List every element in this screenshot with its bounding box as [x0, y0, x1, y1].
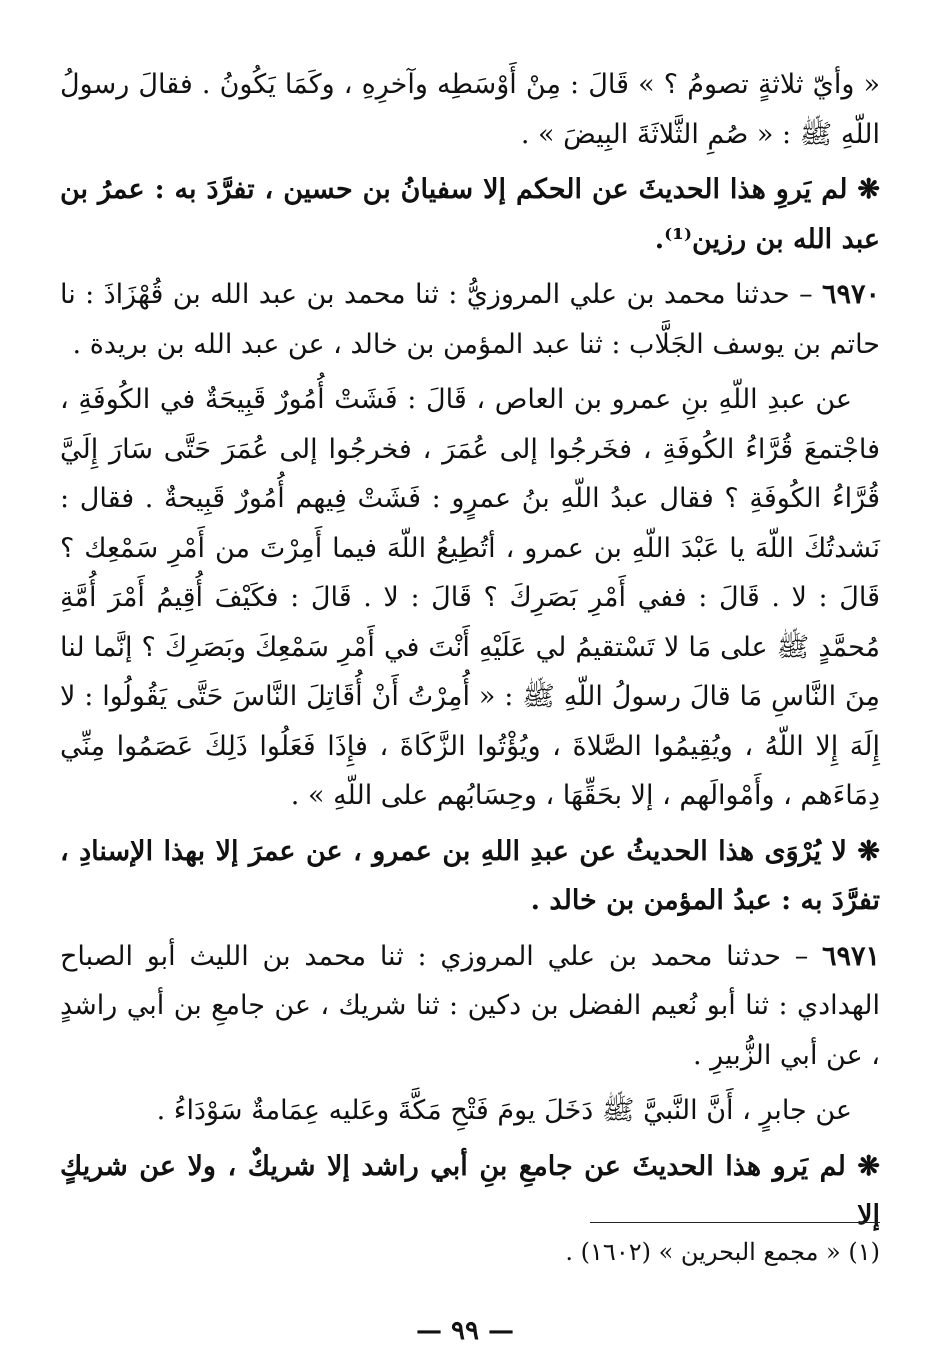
hadith-number-6970: ٦٩٧٠ — [821, 279, 880, 310]
page-number: — ٩٩ — — [415, 1316, 515, 1346]
paragraph-hadith-6970-matn: عن عبدِ اللّهِ بنِ عمرو بن العاص ، قَالَ : فَشَتْ أُمُورٌ قَبِيحَةٌ في الكُوفَةِ ، فاجْتمعَ قُرَّاءُ الكُوفَةِ ، فخَرجُوا إلى عُمَرَ ، فخرجُوا إلى عُمَرَ حَتَّى سَارَ إِلَيَّ قُرَّاءُ الكُوفَةِ ؟ فقال عبدُ اللّهِ بنُ عمرٍو : فَشَتْ فِيهم أُمُورٌ قَبِيحةٌ . فقال : نَشدتُكَ اللّهَ يا عَبْدَ اللّهِ بن عمرو ، أتُطِيعُ اللّهَ فيما أَمِرْتَ من أَمْرِ سَمْعِك ؟ قَالَ : لا . قَالَ : ففي أَمْرِ بَصَرِكَ ؟ قَالَ : لا . قَالَ : فكَيْفَ أُقِيمُ أَمْرَ أُمَّةِ مُحمَّدٍ ﷺ على مَا لا تَسْتقيمُ لي عَلَيْهِ أَنْتَ في أَمْرِ سَمْعِكَ وبَصَرِكَ ؟ إنَّما لنا مِنَ النَّاسِ مَا قالَ رسولُ اللّهِ ﷺ : « أُمِرْتُ أَنْ أُقَاتِلَ النَّاسَ حَتَّى يَقُولُوا : لا إِلَهَ إِلا اللّهُ ، ويُقِيمُوا الصَّلاةَ ، ويُؤْتُوا الزَّكَاةَ ، فإِذَا فَعَلُوا ذَلِكَ عَصَمُوا مِنِّي دِمَاءَهم ، وأَمْوالَهم ، إلا بحَقِّهَا ، وحِسَابُهم على اللّهِ » . — [60, 384, 880, 811]
page-body — [60, 60, 880, 1241]
footnote-divider — [590, 1222, 880, 1223]
paragraph-hadith-6971-chain — [60, 932, 880, 1081]
hadith-6970-isnad: – حدثنا محمد بن علي المروزيُّ : ثنا محمد بن عبد الله بن قُهْزَاذَ : نا حاتم بن يوسف الجَلَّاب : ثنا عبد المؤمن بن خالد ، عن عبد الله بن بريدة . — [60, 279, 880, 360]
paragraph-narration-note-2: ❋ لا يُرْوَى هذا الحديثُ عن عبدِ اللهِ بن عمرو ، عن عمرَ إلا بهذا الإسنادِ ، تفرَّدَ به : عبدُ المؤمن بن خالد . — [60, 835, 880, 916]
paragraph-hadith-6971-matn: عن جابرٍ ، أَنَّ النَّبيَّ ﷺ دَخَلَ يومَ فَتْحِ مَكَّةَ وعَليه عِمَامةٌ سَوْدَاءُ . — [156, 1095, 852, 1126]
paragraph-hadith-end: « وأيّ ثلاثةٍ تصومُ ؟ » قَالَ : مِنْ أَوْسَطِه وآخرِهِ ، وكَمَا يَكُونُ . فقالَ رسولُ اللّهِ ﷺ : « صُمِ الثَّلاثَةَ البِيضَ » . — [60, 69, 880, 150]
footnote: (١) « مجمع البحرين » (١٦٠٢) . — [565, 1238, 880, 1266]
hadith-number-6971: ٦٩٧١ — [821, 940, 880, 972]
hadith-6971-isnad: – حدثنا محمد بن علي المروزي : ثنا محمد بن الليث أبو الصباح الهدادي : ثنا أبو نُعيم الفضل بن دكين : ثنا شريك ، عن جامعِ بن أبي راشدٍ ، عن أبي الزُّبيرِ . — [60, 940, 880, 1071]
paragraph-narration-note-1: ❋ لم يَروِ هذا الحديثَ عن الحكم إلا سفيانُ بن حسين ، تفرَّدَ به : عمرُ بن عبد الله بن رزين⁽¹⁾. — [60, 174, 880, 255]
paragraph-narration-note-3: ❋ لم يَرو هذا الحديثَ عن جامعِ بنِ أبي راشد إلا شريكٌ ، ولا عن شريكٍ إلا — [60, 1150, 880, 1231]
paragraph-hadith-6970-chain — [60, 270, 880, 369]
